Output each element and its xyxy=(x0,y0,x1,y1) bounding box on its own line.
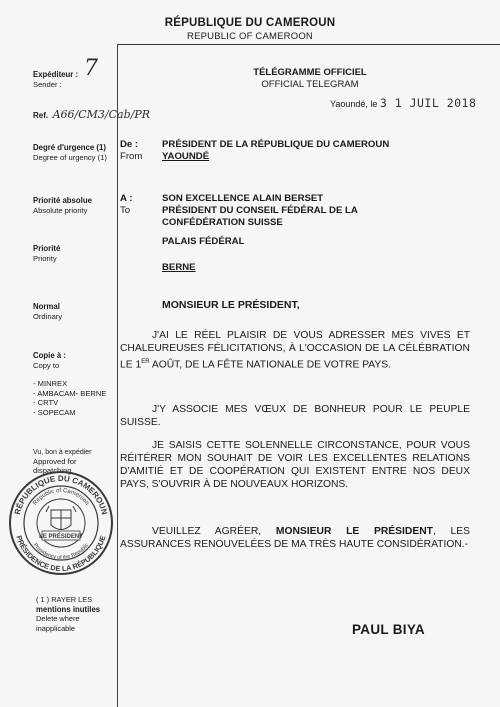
copy-item: - CRTV xyxy=(33,398,59,407)
copy-item: - MINREX xyxy=(33,379,68,388)
p4-text-a: VEUILLEZ AGRÉER, xyxy=(152,526,276,537)
to-line4: PALAIS FÉDÉRAL xyxy=(162,236,245,247)
sender-label xyxy=(33,70,78,89)
p1-text-b: AOÛT, DE LA FÊTE NATIONALE DE VOTRE PAYS. xyxy=(149,359,391,371)
from-value xyxy=(162,139,389,163)
telegram-date xyxy=(330,96,476,110)
to-line5: BERNE xyxy=(162,262,196,273)
from-label xyxy=(120,139,142,163)
strike-fr: ( 1 ) RAYER LES xyxy=(36,595,93,604)
p1-text-a: J'AI LE RÉEL PLAISIR DE VOUS ADRESSER MES VIVES ET CHALEUREUSES FÉLICITATIONS, À L'OCCASION DE LA CÉLÉBRATION LE 1 xyxy=(120,330,470,371)
from-line2: YAOUNDÉ xyxy=(162,151,210,162)
strike-en2: inapplicable xyxy=(36,623,76,633)
paragraph-3: JE SAISIS CETTE SOLENNELLE CIRCONSTANCE, POUR VOUS RÉITÉRER MON SOUHAIT DE VOIR LES EXCELLENTES RELATIONS D'AMITIÉ ET DE COOPÉRATION QUI EXISTENT ENTRE NOS DEUX PAYS, S'OUVRIR À DE NOUVEAUX HORIZONS. xyxy=(120,440,470,490)
sender-handwritten: 7 xyxy=(84,56,98,81)
urgency-label-en: Degree of urgency (1) xyxy=(33,152,107,162)
priority-label xyxy=(33,244,60,263)
seal-outer-bottom-text: PRÉSIDENCE DE LA RÉPUBLIQUE xyxy=(14,534,108,574)
abs-priority-en: Absolute priority xyxy=(33,205,88,215)
to-label-fr: A : xyxy=(120,193,133,204)
from-label-fr: De : xyxy=(120,139,139,150)
to-line3: CONFÉDÉRATION SUISSE xyxy=(162,217,283,228)
strike-note xyxy=(36,595,100,633)
abs-priority-fr: Priorité absolue xyxy=(33,196,92,205)
header-republic-fr: RÉPUBLIQUE DU CAMEROUN xyxy=(164,17,336,29)
sender-label-en: Sender : xyxy=(33,79,62,89)
from-label-en: From xyxy=(120,151,143,162)
normal-fr: Normal xyxy=(33,302,60,311)
sender-label-fr: Expéditeur : xyxy=(33,70,79,79)
approved-fr: Vu, bon à expédier xyxy=(33,449,92,456)
absolute-priority-label xyxy=(33,196,92,215)
to-value xyxy=(162,193,358,229)
coat-of-arms-icon xyxy=(46,506,76,530)
approved-en2: dispatching xyxy=(33,466,72,475)
ref-handwritten: A66/CM3/Cab/PR xyxy=(52,108,151,121)
to-line2: PRÉSIDENT DU CONSEIL FÉDÉRAL DE LA xyxy=(162,205,358,216)
signature-name: PAUL BIYA xyxy=(352,622,425,637)
copy-list xyxy=(33,379,106,417)
ref-prefix: Ref. xyxy=(33,111,49,120)
seal-center-text: LE PRÉSIDENT xyxy=(39,534,83,540)
to-label xyxy=(120,193,132,217)
from-line1: PRÉSIDENT DE LA RÉPUBLIQUE DU CAMEROUN xyxy=(162,139,390,150)
date-stamped: 3 1 JUIL 2018 xyxy=(379,96,477,110)
paragraph-1 xyxy=(120,330,470,372)
priority-en: Priority xyxy=(33,253,57,263)
paragraph-2: J'Y ASSOCIE MES VŒUX DE BONHEUR POUR LE PEUPLE SUISSE. xyxy=(120,404,470,428)
normal-en: Ordinary xyxy=(33,311,63,321)
urgency-label-fr: Degré d'urgence (1) xyxy=(33,143,106,152)
telegram-title-en: OFFICIAL TELEGRAM xyxy=(261,79,359,90)
p1-superscript: ER xyxy=(141,358,150,365)
copy-item: - AMBACAM- BERNE xyxy=(33,388,107,398)
normal-label xyxy=(33,302,62,321)
to-label-en: To xyxy=(120,205,131,216)
copy-item: - SOPECAM xyxy=(33,407,76,417)
header-republic-en: REPUBLIC OF CAMEROON xyxy=(187,31,313,42)
seal-outer-top-text: RÉPUBLIQUE DU CAMEROUN xyxy=(12,473,110,516)
approved-en: Approved for xyxy=(33,457,77,466)
seal-inner-top-text: Republic of Cameroon xyxy=(32,488,90,507)
copy-fr: Copie à : xyxy=(33,351,66,360)
seal-inner-bottom-text: Presidency of the Republic xyxy=(31,542,91,562)
header-divider xyxy=(117,44,500,45)
copy-label xyxy=(33,351,66,370)
to-line1: SON EXCELLENCE ALAIN BERSET xyxy=(162,193,324,204)
column-divider xyxy=(117,44,118,707)
priority-fr: Priorité xyxy=(33,244,61,253)
strike-fr2: mentions inutiles xyxy=(36,604,101,614)
p4-bold: MONSIEUR LE PRÉSIDENT xyxy=(275,526,433,537)
paragraph-4 xyxy=(120,526,470,552)
date-prefix: Yaoundé, le xyxy=(330,99,378,109)
strike-en: Delete where xyxy=(36,614,80,623)
reference xyxy=(33,105,150,123)
urgency-label xyxy=(33,143,107,162)
salutation: MONSIEUR LE PRÉSIDENT, xyxy=(162,299,300,311)
copy-en: Copy to xyxy=(33,360,60,370)
telegram-title-fr: TÉLÉGRAMME OFFICIEL xyxy=(253,67,367,78)
presidential-seal-stamp xyxy=(8,470,114,576)
p4-text-b: , LES ASSURANCES RENOUVELÉES DE MA TRÈS HAUTE CONSIDÉRATION.- xyxy=(120,526,470,550)
